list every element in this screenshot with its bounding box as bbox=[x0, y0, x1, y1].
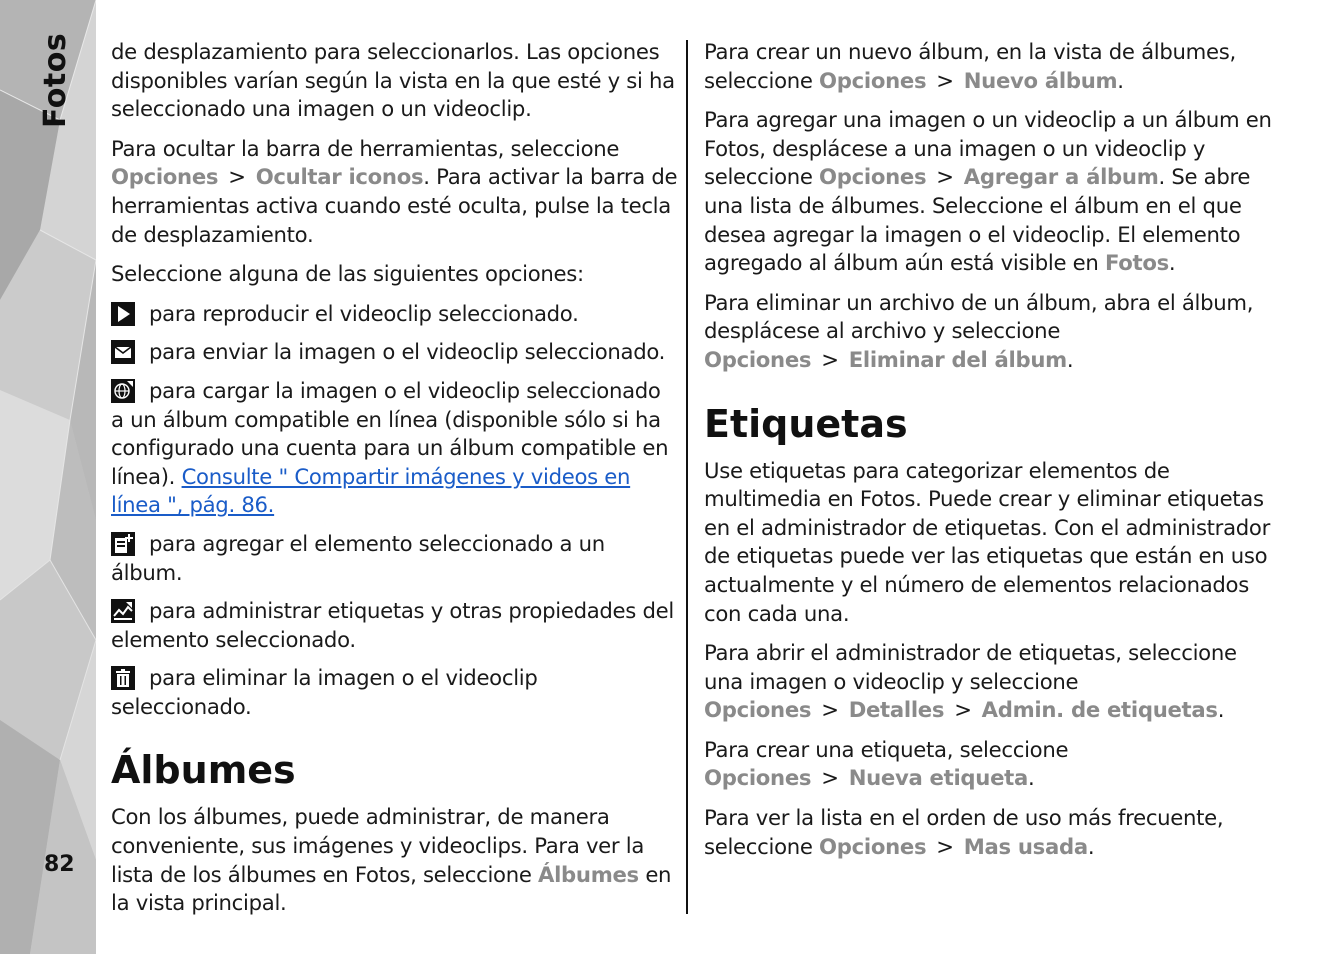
paragraph: Para crear un nuevo álbum, en la vista de álbumes, seleccione Opciones > Nuevo álbum. bbox=[704, 39, 1236, 93]
paragraph: Seleccione alguna de las siguientes opciones: bbox=[111, 261, 584, 287]
paragraph: Para agregar una imagen o un videoclip a un álbum en Fotos, desplácese a una imagen o un videoclip y seleccione Opciones > Agregar a álbum. Se abre una lista de álbumes. Seleccione el álbum en el que desea agregar la imagen o el videoclip. El elemento agregado al álbum aún está visible en Fotos. bbox=[704, 107, 1272, 276]
paragraph: Para eliminar un archivo de un álbum, abra el álbum, desplácese al archivo y seleccione Opciones > Eliminar del álbum. bbox=[704, 289, 1254, 372]
menu-option: Opciones bbox=[704, 697, 812, 723]
menu-option: Opciones bbox=[819, 164, 927, 190]
paragraph: Para ver la lista en el orden de uso más frecuente, seleccione Opciones > Mas usada. bbox=[704, 805, 1224, 859]
menu-option: Opciones bbox=[111, 164, 219, 190]
menu-option: Opciones bbox=[819, 67, 927, 93]
option-item: para cargar la imagen o el videoclip seleccionado a un álbum compatible en línea (disponible sólo si ha configurado una cuenta para un álbum compatible en línea). Consulte " Compartir imágenes y videos en línea ", pág. 86. bbox=[111, 377, 669, 518]
section-heading: Álbumes bbox=[111, 748, 296, 793]
paragraph: Para crear una etiqueta, seleccione Opciones > Nueva etiqueta. bbox=[704, 736, 1069, 791]
option-item: para enviar la imagen o el videoclip seleccionado. bbox=[111, 338, 679, 367]
option-item: para agregar el elemento seleccionado a un álbum. bbox=[111, 530, 605, 585]
option-item: para reproducir el videoclip seleccionado. bbox=[111, 300, 679, 329]
menu-option: Admin. de etiquetas bbox=[981, 697, 1218, 723]
paragraph: Para abrir el administrador de etiquetas, seleccione una imagen o videoclip y seleccione Opciones > Detalles > Admin. de etiquetas. bbox=[704, 640, 1237, 723]
page-number: 82 bbox=[44, 852, 75, 877]
menu-separator: > bbox=[228, 164, 246, 190]
option-item: para administrar etiquetas y otras propiedades del elemento seleccionado. bbox=[111, 598, 674, 652]
paragraph: Con los álbumes, puede administrar, de manera conveniente, sus imágenes y videoclips. Para ver la lista de los álbumes en Fotos, seleccione Álbumes en la vista principal. bbox=[111, 804, 672, 916]
menu-option: Fotos bbox=[1104, 250, 1169, 276]
album-add-icon bbox=[111, 532, 135, 556]
menu-option: Eliminar del álbum bbox=[848, 346, 1067, 372]
right-column bbox=[704, 38, 1274, 872]
menu-option: Ocultar iconos bbox=[255, 164, 424, 190]
menu-option: Álbumes bbox=[538, 861, 639, 887]
menu-separator: > bbox=[954, 697, 972, 723]
section-heading: Etiquetas bbox=[704, 401, 908, 446]
menu-option: Opciones bbox=[704, 765, 812, 791]
menu-option: Mas usada bbox=[963, 833, 1088, 859]
menu-option: Nuevo álbum bbox=[963, 67, 1118, 93]
paragraph: de desplazamiento para seleccionarlos. Las opciones disponibles varían según la vista en la que esté y si ha seleccionado una imagen o un videoclip. bbox=[111, 39, 675, 122]
column-divider bbox=[686, 40, 688, 914]
menu-option: Agregar a álbum bbox=[963, 164, 1159, 190]
menu-separator: > bbox=[821, 765, 839, 791]
menu-option: Opciones bbox=[819, 833, 927, 859]
menu-separator: > bbox=[821, 697, 839, 723]
globe-upload-icon bbox=[111, 379, 135, 403]
option-item: para eliminar la imagen o el videoclip seleccionado. bbox=[111, 665, 538, 719]
left-column bbox=[111, 38, 679, 929]
tag-properties-icon bbox=[111, 599, 135, 623]
section-tab: Fotos bbox=[38, 32, 73, 128]
menu-separator: > bbox=[936, 164, 954, 190]
play-icon bbox=[111, 302, 135, 326]
menu-option: Opciones bbox=[704, 346, 812, 372]
menu-separator: > bbox=[936, 833, 954, 859]
paragraph: Use etiquetas para categorizar elementos de multimedia en Fotos. Puede crear y eliminar etiquetas en el administrador de etiquetas. Con el administrador de etiquetas puede ver las etiquetas que están en uso actualmente y el número de elementos relacionados con cada una. bbox=[704, 457, 1271, 626]
trash-icon bbox=[111, 666, 135, 690]
menu-option: Nueva etiqueta bbox=[848, 765, 1028, 791]
envelope-icon bbox=[111, 340, 135, 364]
geometric-pattern bbox=[0, 0, 96, 954]
menu-separator: > bbox=[936, 67, 954, 93]
sidebar-decoration bbox=[0, 0, 96, 954]
menu-separator: > bbox=[821, 346, 839, 372]
paragraph: Para ocultar la barra de herramientas, seleccione Opciones > Ocultar iconos. Para activar la barra de herramientas activa cuando esté oculta, pulse la tecla de desplazamiento. bbox=[111, 135, 678, 247]
cross-reference-link[interactable]: Consulte " Compartir imágenes y videos en línea ", pág. 86. bbox=[111, 463, 631, 518]
menu-option: Detalles bbox=[848, 697, 945, 723]
